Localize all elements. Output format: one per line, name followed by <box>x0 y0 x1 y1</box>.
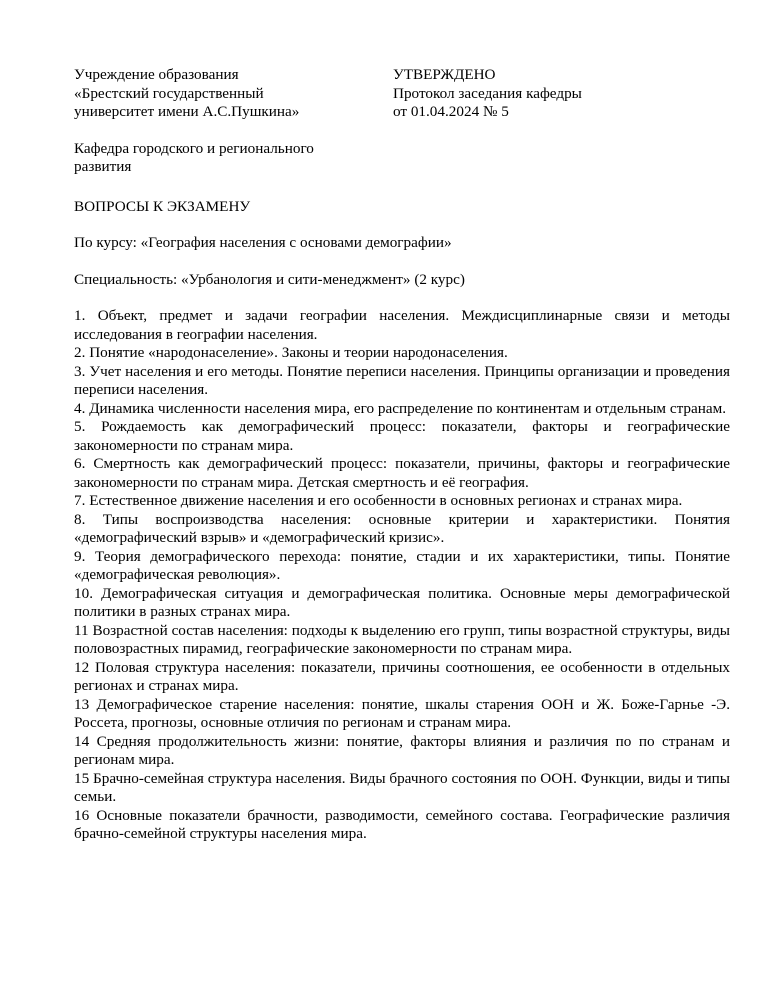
question-item: 8. Типы воспроизводства населения: основные критерии и характеристики. Понятия «демографический взрыв» и «демографический кризис». <box>74 510 730 546</box>
approval-block <box>393 66 730 122</box>
institution-line: «Брестский государственный <box>74 84 264 102</box>
question-item: 11 Возрастной состав населения: подходы к выделению его групп, типы возрастной структуры, виды половозрастных пирамид, географические закономерности по странам мира. <box>74 621 730 657</box>
questions-list <box>74 307 730 844</box>
question-item: 9. Теория демографического перехода: понятие, стадии и их характеристики, типы. Понятие «демографическая революция». <box>74 547 730 583</box>
course-line: По курсу: «География населения с основами демографии» <box>74 234 452 251</box>
approval-line: УТВЕРЖДЕНО <box>393 66 496 83</box>
question-item: 12 Половая структура населения: показатели, причины соотношения, ее особенности в отдельных регионах и странах мира. <box>74 658 730 694</box>
question-item: 13 Демографическое старение населения: понятие, шкалы старения ООН и Ж. Боже-Гарнье -Э. Россета, прогнозы, основные отличия по регионам и странам мира. <box>74 695 730 731</box>
institution-line: Учреждение образования <box>74 66 239 83</box>
question-item: 14 Средняя продолжительность жизни: понятие, факторы влияния и различия по по странам и регионам мира. <box>74 732 730 768</box>
approval-line: Протокол заседания кафедры <box>393 84 582 102</box>
question-item: 15 Брачно-семейная структура населения. Виды брачного состояния по ООН. Функции, виды и типы семьи. <box>74 769 730 805</box>
department-line: развития <box>74 158 132 175</box>
question-item: 1. Объект, предмет и задачи географии населения. Междисциплинарные связи и методы исследования в географии населения. <box>74 307 730 343</box>
question-item: 5. Рождаемость как демографический процесс: показатели, факторы и географические закономерности по странам мира. <box>74 418 730 454</box>
question-item: 3. Учет населения и его методы. Понятие переписи населения. Принципы организации и проведения переписи населения. <box>74 362 730 398</box>
institution-block <box>74 66 393 122</box>
question-item: 4. Динамика численности населения мира, его распределение по континентам и отдельным странам. <box>74 399 727 417</box>
question-item: 16 Основные показатели брачности, разводимости, семейного состава. Географические различия брачно-семейной структуры населения мира. <box>74 806 730 842</box>
document-header <box>74 66 730 122</box>
department-line: Кафедра городского и регионального <box>74 139 314 157</box>
question-item: 10. Демографическая ситуация и демографическая политика. Основные меры демографической политики в разных странах мира. <box>74 584 730 620</box>
question-item: 2. Понятие «народонаселение». Законы и теории народонаселения. <box>74 344 508 361</box>
specialty-line: Специальность: «Урбанология и сити-менеджмент» (2 курс) <box>74 270 465 288</box>
institution-line: университет имени А.С.Пушкина» <box>74 103 300 120</box>
department-block <box>74 140 730 177</box>
question-item: 6. Смертность как демографический процесс: показатели, причины, факторы и географические закономерности по странам мира. Детская смертность и её география. <box>74 455 730 491</box>
question-item: 7. Естественное движение населения и его особенности в основных регионах и странах мира. <box>74 492 683 509</box>
document-title: ВОПРОСЫ К ЭКЗАМЕНУ <box>74 197 251 215</box>
approval-line: от 01.04.2024 № 5 <box>393 103 509 120</box>
document-page <box>74 66 730 844</box>
